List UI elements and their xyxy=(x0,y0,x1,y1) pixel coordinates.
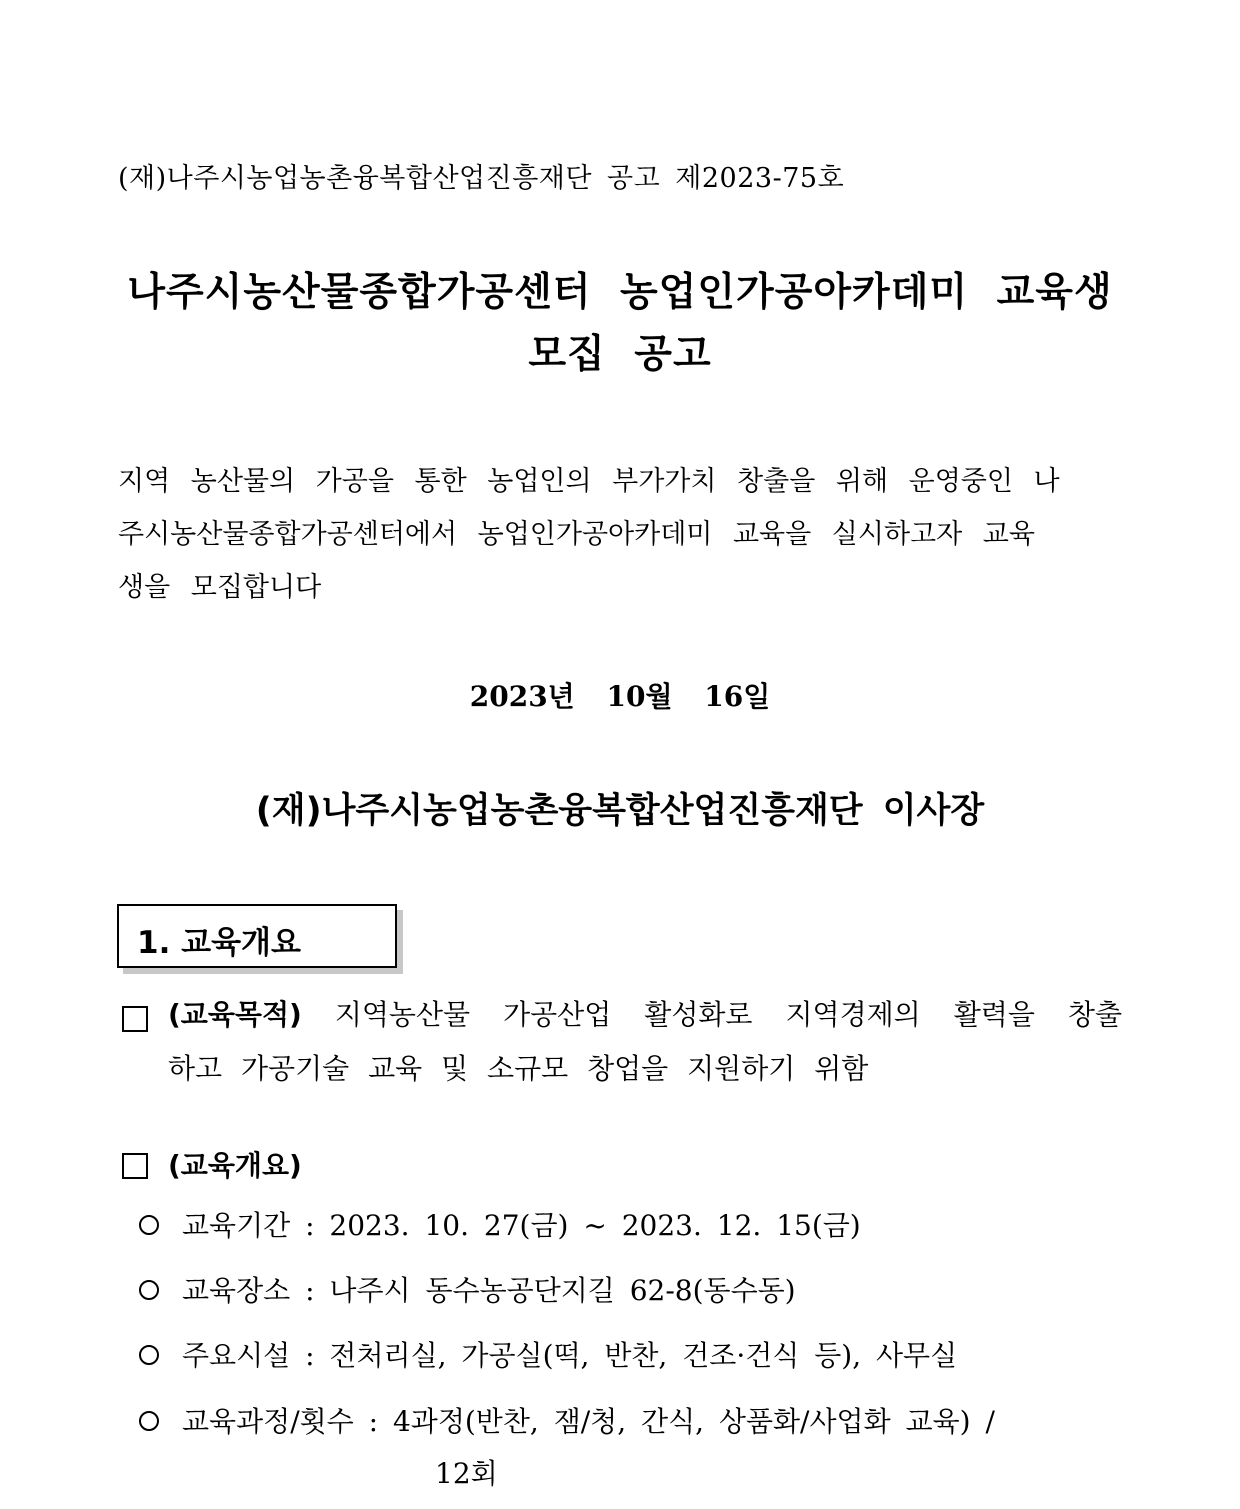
checkbox-icon xyxy=(122,1006,148,1032)
intro-paragraph xyxy=(118,455,1122,614)
bullet-courses-continuation: 12회 xyxy=(435,1457,498,1490)
intro-line-2: 주시농산물종합가공센터에서 농업인가공아카데미 교육을 실시하고자 교육 xyxy=(118,519,1035,550)
section-heading-box xyxy=(117,904,397,968)
page-title xyxy=(100,262,1140,386)
purpose-text-1: 지역농산물 가공산업 활성화로 지역경제의 활력을 창출 xyxy=(334,998,1122,1031)
title-line-2: 모집 공고 xyxy=(528,332,712,377)
circle-bullet-icon xyxy=(139,1411,159,1431)
circle-bullet-icon xyxy=(139,1280,159,1300)
notice-number: (재)나주시농업농촌융복합산업진흥재단 공고 제2023-75호 xyxy=(118,163,845,194)
intro-line-1: 지역 농산물의 가공을 통한 농업인의 부가가치 창출을 위해 운영중인 나 xyxy=(118,466,1060,497)
bullet-facilities: 주요시설 : 전처리실, 가공실(떡, 반찬, 건조·건식 등), 사무실 xyxy=(182,1339,958,1372)
purpose-label: (교육목적) xyxy=(168,998,302,1031)
purpose-line-1 xyxy=(168,993,1122,1033)
overview-label: (교육개요) xyxy=(168,1149,302,1182)
intro-line-3: 생을 모집합니다 xyxy=(118,572,322,603)
bullet-courses: 교육과정/횟수 : 4과정(반찬, 잼/청, 간식, 상품화/사업화 교육) / xyxy=(182,1405,995,1438)
bullet-period: 교육기간 : 2023. 10. 27(금) ~ 2023. 12. 15(금) xyxy=(182,1209,861,1242)
checkbox-icon xyxy=(122,1153,148,1179)
bullet-location: 교육장소 : 나주시 동수농공단지길 62-8(동수동) xyxy=(182,1274,796,1307)
issuer-name: (재)나주시농업농촌융복합산업진흥재단 이사장 xyxy=(255,791,985,831)
circle-bullet-icon xyxy=(139,1215,159,1235)
purpose-text-2: 하고 가공기술 교육 및 소규모 창업을 지원하기 위함 xyxy=(168,1052,869,1085)
title-line-1: 나주시농산물종합가공센터 농업인가공아카데미 교육생 xyxy=(127,270,1113,315)
circle-bullet-icon xyxy=(139,1345,159,1365)
section-heading: 1. 교육개요 xyxy=(137,925,301,961)
notice-date: 2023년 10월 16일 xyxy=(469,680,771,713)
